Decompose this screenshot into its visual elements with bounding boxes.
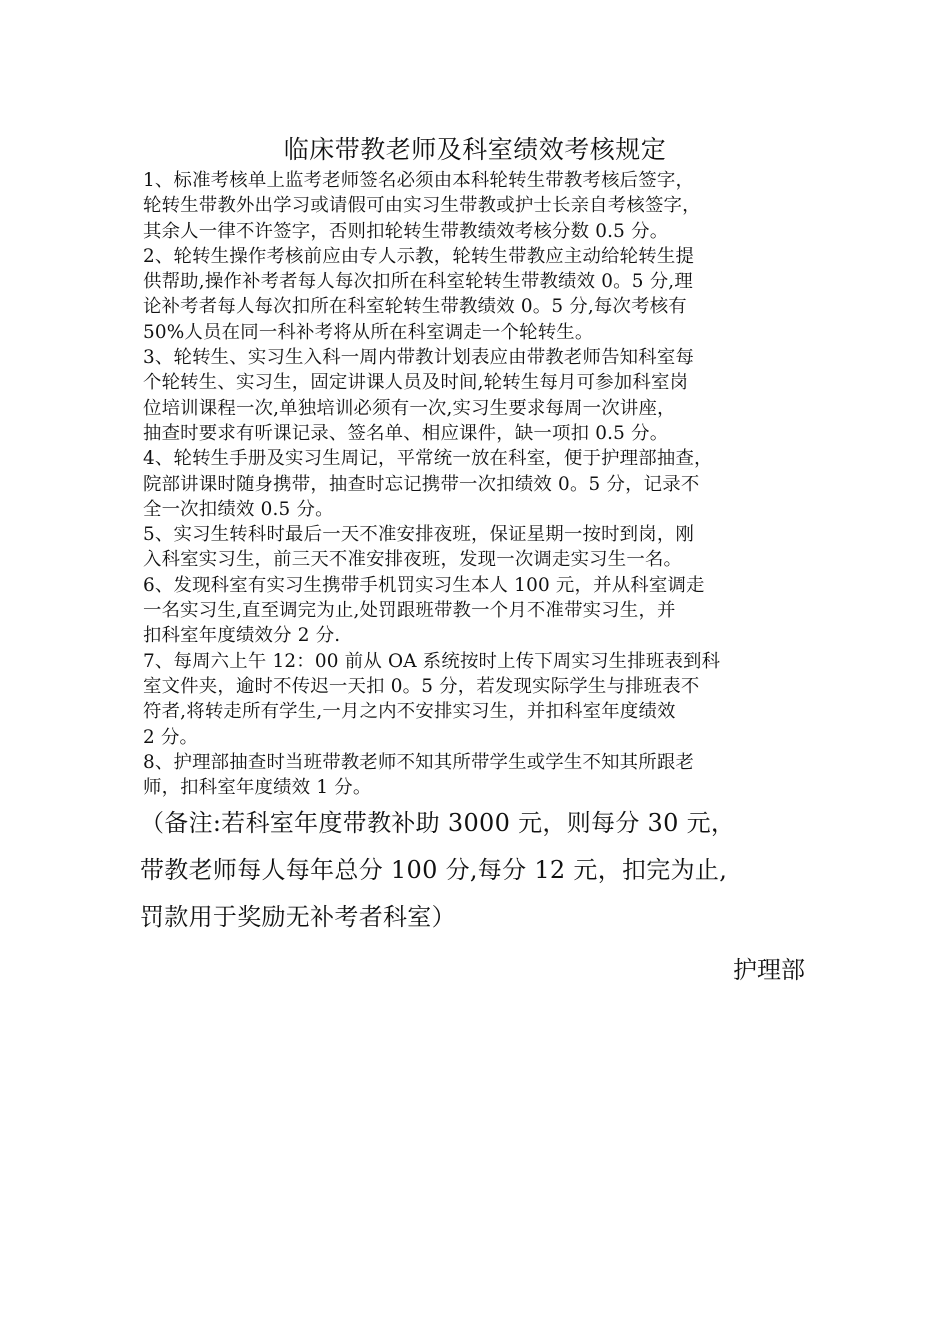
remark-note (140, 800, 840, 941)
rules-body (143, 168, 823, 800)
text-line: 4、轮转生手册及实习生周记，平常统一放在科室，便于护理部抽查， (143, 448, 713, 470)
text-line: 1、标准考核单上监考老师签名必须由本科轮转生带教考核后签字， (143, 170, 695, 191)
rule-paragraph-4 (143, 446, 823, 522)
text-line: 入科室实习生，前三天不准安排夜班，发现一次调走实习生一名。 (143, 549, 683, 571)
text-line: 7、每周六上午 12：00 前从 OA 系统按时上传下周实习生排班表到科 (143, 650, 721, 672)
text-line: 其余人一律不许签字，否则扣轮转生带教绩效考核分数 0.5 分。 (143, 220, 669, 242)
text-line: 师，扣科室年度绩效 1 分。 (143, 777, 372, 799)
text-line: 抽查时要求有听课记录、签名单、相应课件，缺一项扣 0.5 分。 (143, 422, 669, 444)
document-title: 临床带教老师及科室绩效考核规定 (283, 135, 667, 164)
text-line: 室文件夹，逾时不传迟一天扣 0。5 分，若发现实际学生与排班表不 (143, 675, 700, 697)
text-line: 2 分。 (143, 726, 199, 748)
text-line: 论补考者每人每次扣所在科室轮转生带教绩效 0。5 分,每次考核有 (143, 296, 687, 318)
text-line: 位培训课程一次,单独培训必须有一次,实习生要求每周一次讲座， (143, 397, 676, 419)
text-line: 3、轮转生、实习生入科一周内带教计划表应由带教老师告知科室每 (143, 347, 695, 369)
text-line: 50%人员在同一科补考将从所在科室调走一个轮转生。 (143, 321, 594, 343)
text-line: 一名实习生,直至调完为止,处罚跟班带教一个月不准带实习生，并 (143, 600, 676, 622)
rule-paragraph-3 (143, 345, 823, 446)
rule-paragraph-5 (143, 522, 823, 573)
note-line: 带教老师每人每年总分 100 分,每分 12 元，扣完为止, (140, 856, 728, 884)
rule-paragraph-8 (143, 750, 823, 801)
issuer-signature: 护理部 (733, 956, 805, 984)
note-line: 罚款用于奖励无补考者科室） (140, 903, 456, 931)
rule-paragraph-6 (143, 573, 823, 649)
text-line: 8、护理部抽查时当班带教老师不知其所带学生或学生不知其所跟老 (143, 751, 695, 773)
rule-paragraph-7 (143, 649, 823, 750)
text-line: 供帮助,操作补考者每人每次扣所在科室轮转生带教绩效 0。5 分,理 (143, 271, 693, 293)
text-line: 2、轮转生操作考核前应由专人示教，轮转生带教应主动给轮转生提 (143, 245, 695, 267)
text-line: 院部讲课时随身携带，抽查时忘记携带一次扣绩效 0。5 分，记录不 (143, 473, 700, 495)
rule-paragraph-2 (143, 244, 823, 345)
rule-paragraph-1 (143, 168, 823, 244)
text-line: 5、实习生转科时最后一天不准安排夜班，保证星期一按时到岗，刚 (143, 524, 695, 546)
text-line: 扣科室年度绩效分 2 分. (143, 625, 341, 647)
text-line: 全一次扣绩效 0.5 分。 (143, 498, 334, 520)
text-line: 符者,将转走所有学生,一月之内不安排实习生，并扣科室年度绩效 (143, 701, 676, 723)
text-line: 轮转生带教外出学习或请假可由实习生带教或护士长亲自考核签字， (143, 195, 701, 217)
note-line: （备注:若科室年度带教补助 3000 元，则每分 30 元， (140, 809, 736, 837)
text-line: 个轮转生、实习生，固定讲课人员及时间,轮转生每月可参加科室岗 (143, 372, 689, 394)
text-line: 6、发现科室有实习生携带手机罚实习生本人 100 元，并从科室调走 (143, 574, 705, 596)
